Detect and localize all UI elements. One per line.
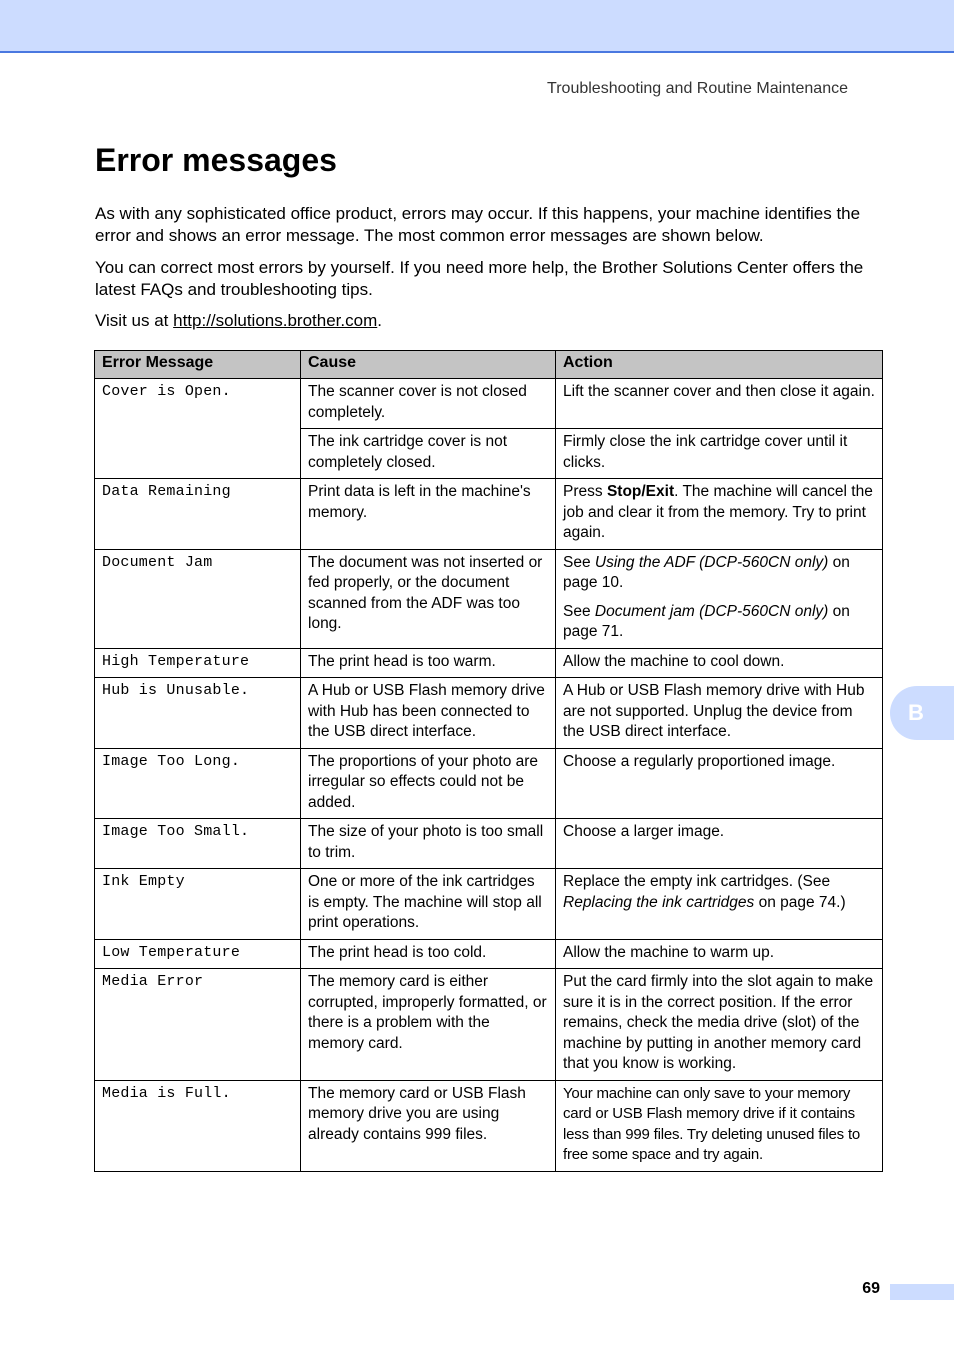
table-row	[95, 869, 883, 940]
action-cell: Choose a regularly proportioned image.	[556, 748, 883, 819]
action-text: on page 74.)	[754, 893, 846, 911]
error-code: High Temperature	[95, 648, 301, 678]
table-row	[95, 648, 883, 678]
action-text: on page 10.	[563, 553, 850, 591]
reference-title: Replacing the ink cartridges	[563, 893, 755, 911]
visit-suffix: .	[377, 311, 382, 330]
error-code: Image Too Small.	[95, 819, 301, 869]
table-row	[95, 379, 883, 429]
action-text: Press	[563, 483, 607, 500]
action-text: See	[563, 553, 595, 571]
cause-cell: The document was not inserted or fed properly, or the document scanned from the ADF was too long.	[301, 549, 556, 648]
action-cell: Firmly close the ink cartridge cover until it clicks.	[556, 429, 883, 479]
error-code: Hub is Unusable.	[95, 678, 301, 749]
cause-cell: The proportions of your photo are irregular so effects could not be added.	[301, 748, 556, 819]
table-row	[95, 819, 883, 869]
error-code: Ink Empty	[95, 869, 301, 940]
cause-cell: The print head is too cold.	[301, 939, 556, 969]
action-cell: Lift the scanner cover and then close it again.	[556, 379, 883, 429]
visit-prefix: Visit us at	[95, 311, 174, 330]
action-cell: Allow the machine to warm up.	[556, 939, 883, 969]
table-row	[95, 939, 883, 969]
action-cell: Allow the machine to cool down.	[556, 648, 883, 678]
action-cell: Choose a larger image.	[556, 819, 883, 869]
action-cell: A Hub or USB Flash memory drive with Hub are not supported. Unplug the device from the USB direct interface.	[556, 678, 883, 749]
action-text: Replace the empty ink cartridges. (See	[563, 873, 831, 890]
intro-paragraph-1: As with any sophisticated office product, errors may occur. If this happens, your machine identifies the error and shows an error message. The most common error messages are shown below.	[95, 204, 861, 245]
error-code: Document Jam	[95, 549, 301, 648]
top-color-band	[0, 0, 954, 53]
cause-cell: The print head is too warm.	[301, 648, 556, 678]
chapter-tab	[890, 686, 954, 740]
action-text: See	[563, 602, 595, 620]
error-messages-table	[94, 350, 883, 1172]
running-header: Troubleshooting and Routine Maintenance	[547, 80, 848, 97]
action-text: on page 71.	[563, 602, 850, 640]
error-code: Cover is Open.	[95, 379, 301, 479]
error-code: Media Error	[95, 969, 301, 1081]
table-header-row	[95, 351, 883, 379]
action-reference	[563, 602, 876, 643]
solutions-link[interactable]: http://solutions.brother.com	[173, 311, 378, 330]
action-cell: Your machine can only save to your memory card or USB Flash memory drive if it contains less than 999 files. Try deleting unused files to free some space and try again.	[556, 1080, 883, 1171]
page-title: Error messages	[95, 142, 337, 178]
stop-exit-key-label: Stop/Exit	[606, 483, 675, 500]
cause-cell: A Hub or USB Flash memory drive with Hub has been connected to the USB direct interface.	[301, 678, 556, 749]
cause-cell: The memory card or USB Flash memory drive you are using already contains 999 files.	[301, 1080, 556, 1171]
cause-cell: The size of your photo is too small to trim.	[301, 819, 556, 869]
table-row	[95, 479, 883, 550]
cause-cell: One or more of the ink cartridges is empty. The machine will stop all print operations.	[301, 869, 556, 940]
table-row	[95, 1080, 883, 1171]
cause-cell: The ink cartridge cover is not completely closed.	[301, 429, 556, 479]
error-code: Media is Full.	[95, 1080, 301, 1171]
action-cell	[556, 549, 883, 648]
table-row	[95, 549, 883, 648]
action-reference	[563, 553, 876, 594]
action-text: . The machine will cancel the job and clear it from the memory. Try to print again.	[563, 483, 873, 541]
reference-title: Document jam (DCP-560CN only)	[594, 602, 829, 620]
action-cell	[556, 479, 883, 550]
header-cause: Cause	[301, 351, 556, 379]
page-number: 69	[862, 1280, 880, 1297]
header-error-message: Error Message	[95, 351, 301, 379]
error-code: Image Too Long.	[95, 748, 301, 819]
reference-title: Using the ADF (DCP-560CN only)	[594, 553, 829, 571]
error-code: Low Temperature	[95, 939, 301, 969]
table-row	[95, 969, 883, 1081]
cause-cell: The scanner cover is not closed completely.	[301, 379, 556, 429]
error-code: Data Remaining	[95, 479, 301, 550]
intro-paragraph-2: You can correct most errors by yourself. If you need more help, the Brother Solutions Center offers the latest FAQs and troubleshooting tips.	[95, 258, 864, 299]
page-number-bar	[890, 1284, 954, 1300]
cause-cell: The memory card is either corrupted, improperly formatted, or there is a problem with the memory card.	[301, 969, 556, 1081]
visit-paragraph	[95, 310, 885, 332]
action-cell: Put the card firmly into the slot again to make sure it is in the correct position. If the error remains, check the media drive (slot) of the machine by putting in another memory card that you know is working.	[556, 969, 883, 1081]
chapter-tab-label: B	[908, 700, 924, 725]
header-action: Action	[556, 351, 883, 379]
cause-cell: Print data is left in the machine's memory.	[301, 479, 556, 550]
table-row	[95, 748, 883, 819]
action-cell	[556, 869, 883, 940]
table-row	[95, 678, 883, 749]
